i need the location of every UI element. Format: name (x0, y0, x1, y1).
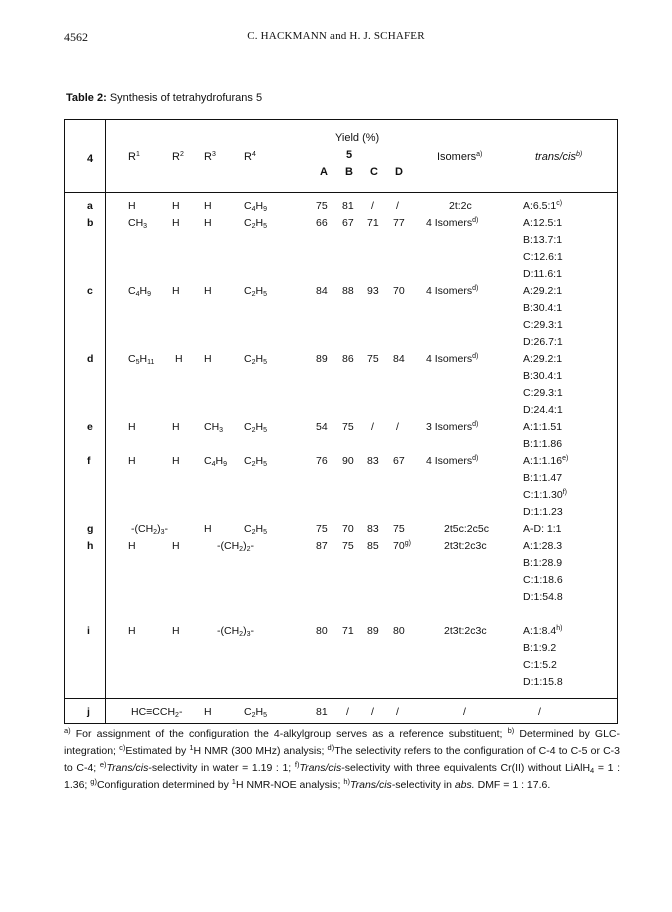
row-g-yield-d: 75 (393, 523, 405, 535)
row-i-yield-d: 80 (393, 625, 405, 637)
row-h-yield-a: 87 (316, 540, 328, 552)
row-c-transcis-1: B:30.4:1 (523, 302, 563, 314)
footnote-g-marker: g) (90, 777, 97, 786)
row-i-yield-c: 89 (367, 625, 379, 637)
footnote-e-italic: Trans/cis (106, 762, 149, 774)
row-d-r3: H (204, 353, 212, 365)
row-j-r4: $C_2H_5$ (244, 706, 267, 719)
row-b-r3: H (204, 217, 212, 229)
row-c-isomers: 4 Isomers$^{d)}$ (426, 285, 479, 297)
row-c-r1: $C_4H_9$ (128, 285, 151, 298)
row-c-r2: H (172, 285, 180, 297)
footnote-h-marker: h) (343, 777, 350, 786)
row-h-transcis-1: B:1:28.9 (523, 557, 563, 569)
footnote-h-italic: Trans/cis (350, 779, 392, 791)
row-d-r2: H (175, 353, 183, 365)
row-d-transcis-0: A:29.2:1 (523, 353, 563, 365)
row-b-id: b (87, 217, 94, 229)
row-g-r3: H (204, 523, 212, 535)
footnote-f-text-1: -selectivity with three equivalents Cr(II) without LiAlH (341, 762, 591, 774)
row-j-yield-b: / (346, 706, 349, 718)
footnote-c-text-1: Estimated by (125, 745, 190, 757)
row-h-id: h (87, 540, 94, 552)
row-c-yield-b: 88 (342, 285, 354, 297)
header-isomers: Isomers$^{a)}$ (437, 151, 483, 163)
footnote-paragraph (64, 726, 620, 794)
row-e-r2: H (172, 421, 180, 433)
row-i-r2: H (172, 625, 180, 637)
row-d-r1: $C_5H_{11}$ (128, 353, 155, 366)
row-d-yield-d: 84 (393, 353, 405, 365)
row-e-transcis-0: A:1:1.51 (523, 421, 563, 433)
row-c-transcis-2: C:29.3:1 (523, 319, 563, 331)
row-a-r4: $C_4H_9$ (244, 200, 267, 213)
row-c-r3: H (204, 285, 212, 297)
row-g-r1-r2: $-(CH_2)_3-$ (131, 523, 168, 536)
table-caption-text: Synthesis of tetrahydrofurans 5 (109, 92, 263, 104)
header-yield-product: 5 (346, 149, 353, 161)
row-f-r1: H (128, 455, 136, 467)
footnote-g-text-2: H NMR-NOE analysis; (235, 779, 344, 791)
row-g-yield-b: 70 (342, 523, 354, 535)
row-b-yield-c: 71 (367, 217, 379, 229)
row-d-id: d (87, 353, 94, 365)
row-e-yield-b: 75 (342, 421, 354, 433)
header-yield-c: C (370, 166, 378, 178)
row-j-r1-r2: $HC\equiv CCH_2-$ (131, 706, 183, 719)
row-h-yield-d: 70$^{g)}$ (393, 540, 411, 552)
row-a-transcis-0: A:6.5:1$^{c)}$ (523, 200, 563, 212)
row-i-yield-a: 80 (316, 625, 328, 637)
footnote-e-marker: e) (99, 760, 107, 769)
row-e-yield-a: 54 (316, 421, 328, 433)
footnote-c-nmr-sup: 1 (189, 743, 194, 752)
row-i-r3-r4: $-(CH_2)_3-$ (217, 625, 254, 638)
row-d-transcis-1: B:30.4:1 (523, 370, 563, 382)
row-d-yield-a: 89 (316, 353, 328, 365)
row-j-yield-d: / (396, 706, 399, 718)
row-c-r4: $C_2H_5$ (244, 285, 267, 298)
header-r1: $R^1$ (128, 151, 140, 163)
row-e-yield-c: / (371, 421, 374, 433)
row-b-r2: H (172, 217, 180, 229)
running-head-authors: C. HACKMANN and H. J. SCHAFER (247, 30, 425, 42)
row-h-transcis-0: A:1:28.3 (523, 540, 563, 552)
row-c-transcis-3: D:26.7:1 (523, 336, 563, 348)
row-a-r3: H (204, 200, 212, 212)
row-e-yield-d: / (396, 421, 399, 433)
row-e-isomers: 3 Isomers$^{d)}$ (426, 421, 479, 433)
row-j-transcis-0: / (538, 706, 541, 718)
footnote-c-marker: c) (119, 743, 126, 752)
footnote-a-marker: a) (64, 726, 71, 735)
row-h-r2: H (172, 540, 180, 552)
header-r4: $R^4$ (244, 151, 256, 163)
footnote-f-italic: Trans/cis (299, 762, 342, 774)
footnote-d-text: The selectivity refers to the configuration of C-4 to C-5 or C-3 to C-4; (64, 745, 620, 774)
row-b-transcis-2: C:12.6:1 (523, 251, 563, 263)
row-d-isomers: 4 Isomers$^{d)}$ (426, 353, 479, 365)
results-table (64, 119, 618, 724)
footnote-g-text-1: Configuration determined by (96, 779, 232, 791)
row-j-yield-c: / (371, 706, 374, 718)
footnote-f-sub: 4 (590, 766, 595, 775)
footnote-h-text-1: -selectivity in (391, 779, 455, 791)
row-f-r3: $C_4H_9$ (204, 455, 227, 468)
row-e-r3: $CH_3$ (204, 421, 224, 434)
row-g-r4: $C_2H_5$ (244, 523, 267, 536)
row-b-yield-d: 77 (393, 217, 405, 229)
row-h-transcis-3: D:1:54.8 (523, 591, 563, 603)
row-a-yield-a: 75 (316, 200, 328, 212)
row-b-transcis-1: B:13.7:1 (523, 234, 563, 246)
footnote-h-text-2: DMF = 1 : 17.6. (474, 779, 551, 791)
row-a-yield-b: 81 (342, 200, 354, 212)
row-f-r4: $C_2H_5$ (244, 455, 267, 468)
row-e-r1: H (128, 421, 136, 433)
row-b-yield-b: 67 (342, 217, 354, 229)
row-j-r3: H (204, 706, 212, 718)
row-f-yield-c: 83 (367, 455, 379, 467)
row-b-transcis-3: D:11.6:1 (523, 268, 562, 280)
row-j-yield-a: 81 (316, 706, 328, 718)
table-footer-rule (65, 698, 617, 699)
row-j-id: j (87, 706, 90, 718)
row-f-yield-b: 90 (342, 455, 354, 467)
row-i-yield-b: 71 (342, 625, 354, 637)
row-h-isomers: 2t3t:2c3c (444, 540, 487, 552)
header-transcis: trans/cis$^{b)}$ (535, 151, 583, 163)
row-h-r3-r4: $-(CH_2)_2-$ (217, 540, 254, 553)
row-b-r1: $CH_3$ (128, 217, 148, 230)
row-f-transcis-0: A:1:1.16$^{e)}$ (523, 455, 569, 467)
row-h-transcis-2: C:1:18.6 (523, 574, 563, 586)
row-f-transcis-1: B:1:1.47 (523, 472, 563, 484)
row-f-yield-d: 67 (393, 455, 405, 467)
header-yield-b: B (345, 166, 353, 178)
header-r3: $R^3$ (204, 151, 216, 163)
row-a-r2: H (172, 200, 180, 212)
table-header-rule (65, 192, 617, 193)
row-h-r1: H (128, 540, 136, 552)
row-d-yield-c: 75 (367, 353, 379, 365)
row-c-yield-a: 84 (316, 285, 328, 297)
row-i-transcis-1: B:1:9.2 (523, 642, 557, 654)
row-i-transcis-0: A:1:8.4$^{h)}$ (523, 625, 563, 637)
row-i-id: i (87, 625, 90, 637)
row-i-transcis-3: D:1:15.8 (523, 676, 563, 688)
footnote-e-text: -selectivity in water = 1.19 : 1; (148, 762, 295, 774)
row-e-id: e (87, 421, 93, 433)
row-c-transcis-0: A:29.2:1 (523, 285, 563, 297)
page-number: 4562 (64, 30, 88, 44)
row-b-yield-a: 66 (316, 217, 328, 229)
header-r2: $R^2$ (172, 151, 184, 163)
footnote-f-marker: f) (294, 760, 300, 769)
row-f-transcis-2: C:1:1.30$^{f)}$ (523, 489, 567, 501)
row-g-yield-c: 83 (367, 523, 379, 535)
row-f-isomers: 4 Isomers$^{d)}$ (426, 455, 479, 467)
row-a-r1: H (128, 200, 136, 212)
row-d-yield-b: 86 (342, 353, 354, 365)
row-b-isomers: 4 Isomers$^{d)}$ (426, 217, 479, 229)
table-caption (66, 92, 262, 104)
row-i-r1: H (128, 625, 136, 637)
footnote-f-text-2: = 1 : 1.36; (64, 762, 620, 791)
row-c-yield-c: 93 (367, 285, 379, 297)
row-j-isomers: / (463, 706, 466, 718)
table-footnotes (64, 726, 620, 794)
row-h-yield-c: 85 (367, 540, 379, 552)
row-i-isomers: 2t3t:2c3c (444, 625, 487, 637)
row-f-transcis-3: D:1:1.23 (523, 506, 563, 518)
running-head (0, 30, 672, 50)
row-a-yield-c: / (371, 200, 374, 212)
header-yield-d: D (395, 166, 403, 178)
row-e-r4: $C_2H_5$ (244, 421, 267, 434)
row-b-transcis-0: A:12.5:1 (523, 217, 563, 229)
row-c-id: c (87, 285, 93, 297)
footnote-g-nmr-sup: 1 (231, 777, 236, 786)
footnote-b-text: Determined by GLC-integration; (64, 728, 621, 757)
row-h-yield-b: 75 (342, 540, 354, 552)
row-f-id: f (87, 455, 91, 467)
row-a-id: a (87, 200, 93, 212)
footnote-b-marker: b) (507, 726, 515, 735)
row-g-transcis-0: A-D: 1:1 (523, 523, 562, 535)
table-caption-label: Table 2: (66, 92, 107, 104)
row-d-transcis-3: D:24.4:1 (523, 404, 563, 416)
row-g-yield-a: 75 (316, 523, 328, 535)
row-c-yield-d: 70 (393, 285, 405, 297)
row-b-r4: $C_2H_5$ (244, 217, 267, 230)
row-a-isomers: 2t:2c (449, 200, 472, 212)
row-e-transcis-1: B:1:1.86 (523, 438, 563, 450)
footnote-c-text-2: H NMR (300 MHz) analysis; (193, 745, 328, 757)
footnote-d-marker: d) (327, 743, 335, 752)
header-yield-a: A (320, 166, 328, 178)
row-g-id: g (87, 523, 94, 535)
footnote-a-text: For assignment of the configuration the 4-alkylgroup serves as a reference substituent; (70, 728, 503, 740)
row-f-yield-a: 76 (316, 455, 328, 467)
header-yield-title: Yield (%) (335, 132, 380, 144)
table-column-divider (105, 120, 106, 723)
row-d-r4: $C_2H_5$ (244, 353, 267, 366)
footnote-h-italic-2: abs. (454, 779, 475, 791)
header-compound: 4 (87, 153, 94, 165)
row-g-isomers: 2t5c:2c5c (444, 523, 489, 535)
row-i-transcis-2: C:1:5.2 (523, 659, 557, 671)
row-a-yield-d: / (396, 200, 399, 212)
row-d-transcis-2: C:29.3:1 (523, 387, 563, 399)
row-f-r2: H (172, 455, 180, 467)
